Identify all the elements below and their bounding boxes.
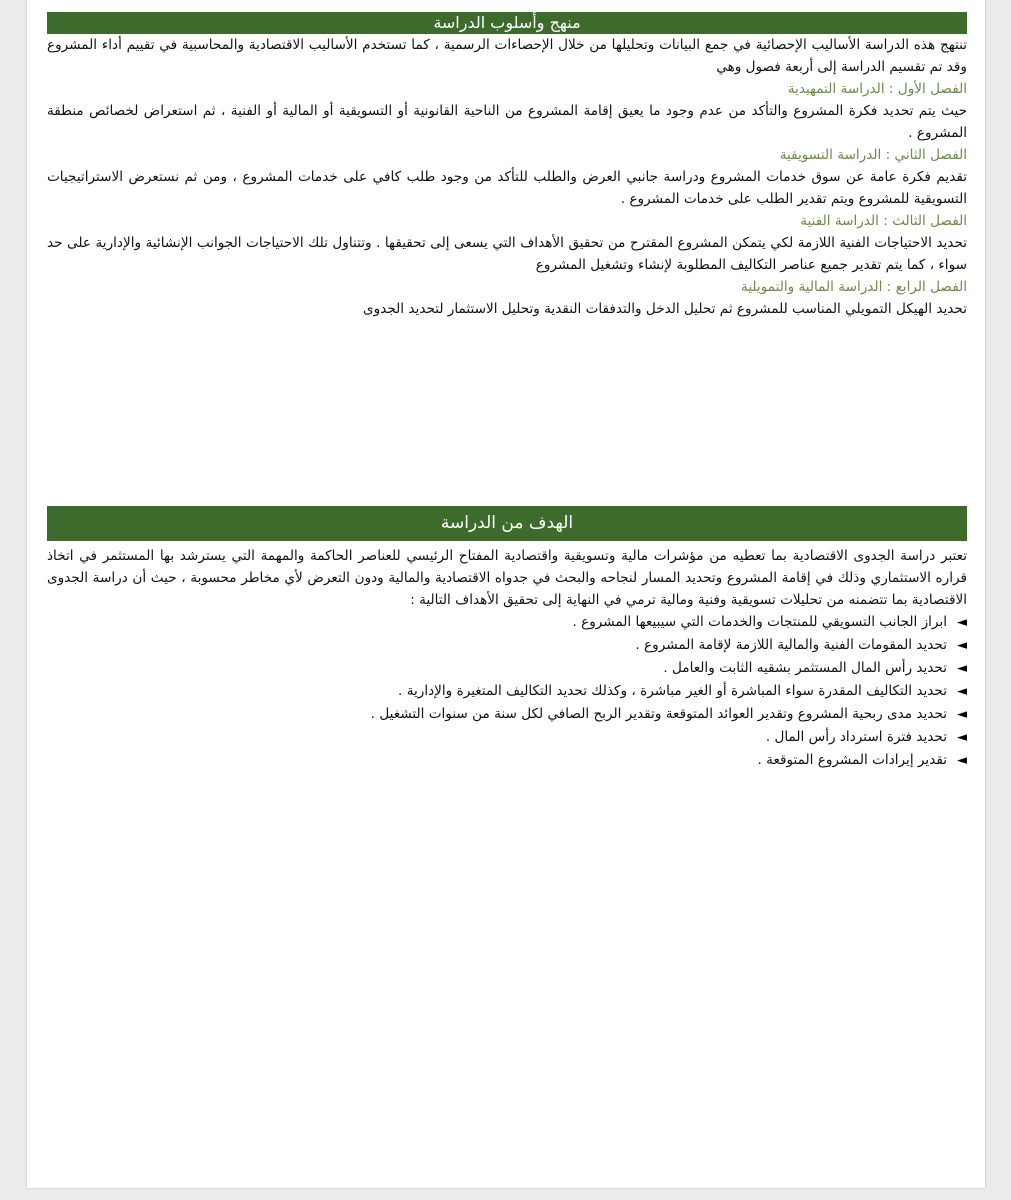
list-item: ◄ تحديد رأس المال المستثمر بشقيه الثابت والعامل . [47, 657, 967, 680]
list-item: ◄ تقدير إيرادات المشروع المتوقعة . [47, 749, 967, 772]
list-item: ◄ تحديد فترة استرداد رأس المال . [47, 726, 967, 749]
bullet-arrow-icon: ◄ [957, 615, 967, 630]
list-item: ◄ تحديد المقومات الفنية والمالية اللازمة لإقامة المشروع . [47, 634, 967, 657]
section-title: منهج وأسلوب الدراسة [433, 13, 581, 32]
study-goal-section [47, 506, 967, 772]
section-intro: تنتهج هذه الدراسة الأساليب الإحصائية في جمع البيانات وتحليلها من خلال الإحصاءات الرسمية ، كما تستخدم الأساليب الاقتصادية والمحاسبية في تقييم أداء المشروع وقد تم تقسيم الدراسة إلى أربعة فصول وهي [47, 37, 967, 75]
chapter-heading: الفصل الثاني : الدراسة التسويقية [779, 147, 967, 163]
section-title-bar [47, 506, 967, 541]
document-page [27, 0, 985, 1188]
bullet-arrow-icon: ◄ [957, 753, 967, 768]
chapter-text: تحديد الهيكل التمويلي المناسب للمشروع ثم تحليل الدخل والتدفقات النقدية وتحليل الاستثمار لتحديد الجدوى [363, 301, 967, 317]
chapter-heading: الفصل الأول : الدراسة التمهيدية [787, 81, 967, 97]
section-title: الهدف من الدراسة [440, 513, 574, 533]
chapter-heading: الفصل الرابع : الدراسة المالية والتمويلية [741, 279, 967, 295]
section-title-bar [47, 12, 967, 34]
study-method-section [47, 12, 967, 320]
bullet-arrow-icon: ◄ [957, 684, 967, 699]
bullet-arrow-icon: ◄ [957, 638, 967, 653]
chapter-text: تقديم فكرة عامة عن سوق خدمات المشروع ودراسة جانبي العرض والطلب للتأكد من وجود طلب كافي على خدمات المشروع ، ومن ثم نستعرض الاستراتيجيات التسويقية للمشروع ويتم تقدير الطلب على خدمات المشروع . [47, 169, 967, 207]
list-item: ◄ تحديد التكاليف المقدرة سواء المباشرة أو الغير مباشرة ، وكذلك تحديد التكاليف المتغيرة والإدارية . [47, 680, 967, 703]
goals-list [47, 611, 967, 772]
bullet-arrow-icon: ◄ [957, 707, 967, 722]
bullet-arrow-icon: ◄ [957, 730, 967, 745]
chapter-heading: الفصل الثالث : الدراسة الفنية [800, 213, 967, 229]
chapter-text: تحديد الاحتياجات الفنية اللازمة لكي يتمكن المشروع المقترح من تحقيق الأهداف التي يسعى إلى تحقيقها . وتتناول تلك الاحتياجات الجوانب الإنشائية والإدارية على حد سواء ، كما يتم تقدير جميع عناصر التكاليف المطلوبة لإنشاء وتشغيل المشروع [47, 235, 967, 273]
bullet-arrow-icon: ◄ [957, 661, 967, 676]
list-item: ◄ تحديد مدى ربحية المشروع وتقدير العوائد المتوقعة وتقدير الربح الصافي لكل سنة من سنوات التشغيل . [47, 703, 967, 726]
section-intro: تعتبر دراسة الجدوى الاقتصادية بما تعطيه من مؤشرات مالية وتسويقية واقتصادية المفتاح الرئيسي للعناصر الحاكمة والمهمة التي يسترشد بها المستثمر في اتخاذ قراره الاستثماري وذلك في إقامة المشروع وتحديد المسار لنجاحه والبحث في جدواه الاقتصادية والمالية ودون التعرض لأي مخاطر محسوبة ، حيث أن دراسة الجدوى الاقتصادية بما تتضمنه من تحليلات تسويقية وفنية ومالية ترمي في النهاية إلى تحقيق الأهداف التالية : [47, 548, 967, 608]
chapter-text: حيث يتم تحديد فكرة المشروع والتأكد من عدم وجود ما يعيق إقامة المشروع من الناحية القانونية أو التسويقية أو المالية أو الفنية ، ثم استعراض لخصائص منطقة المشروع . [47, 103, 967, 141]
list-item: ◄ ابراز الجانب التسويقي للمنتجات والخدمات التي سيبيعها المشروع . [47, 611, 967, 634]
